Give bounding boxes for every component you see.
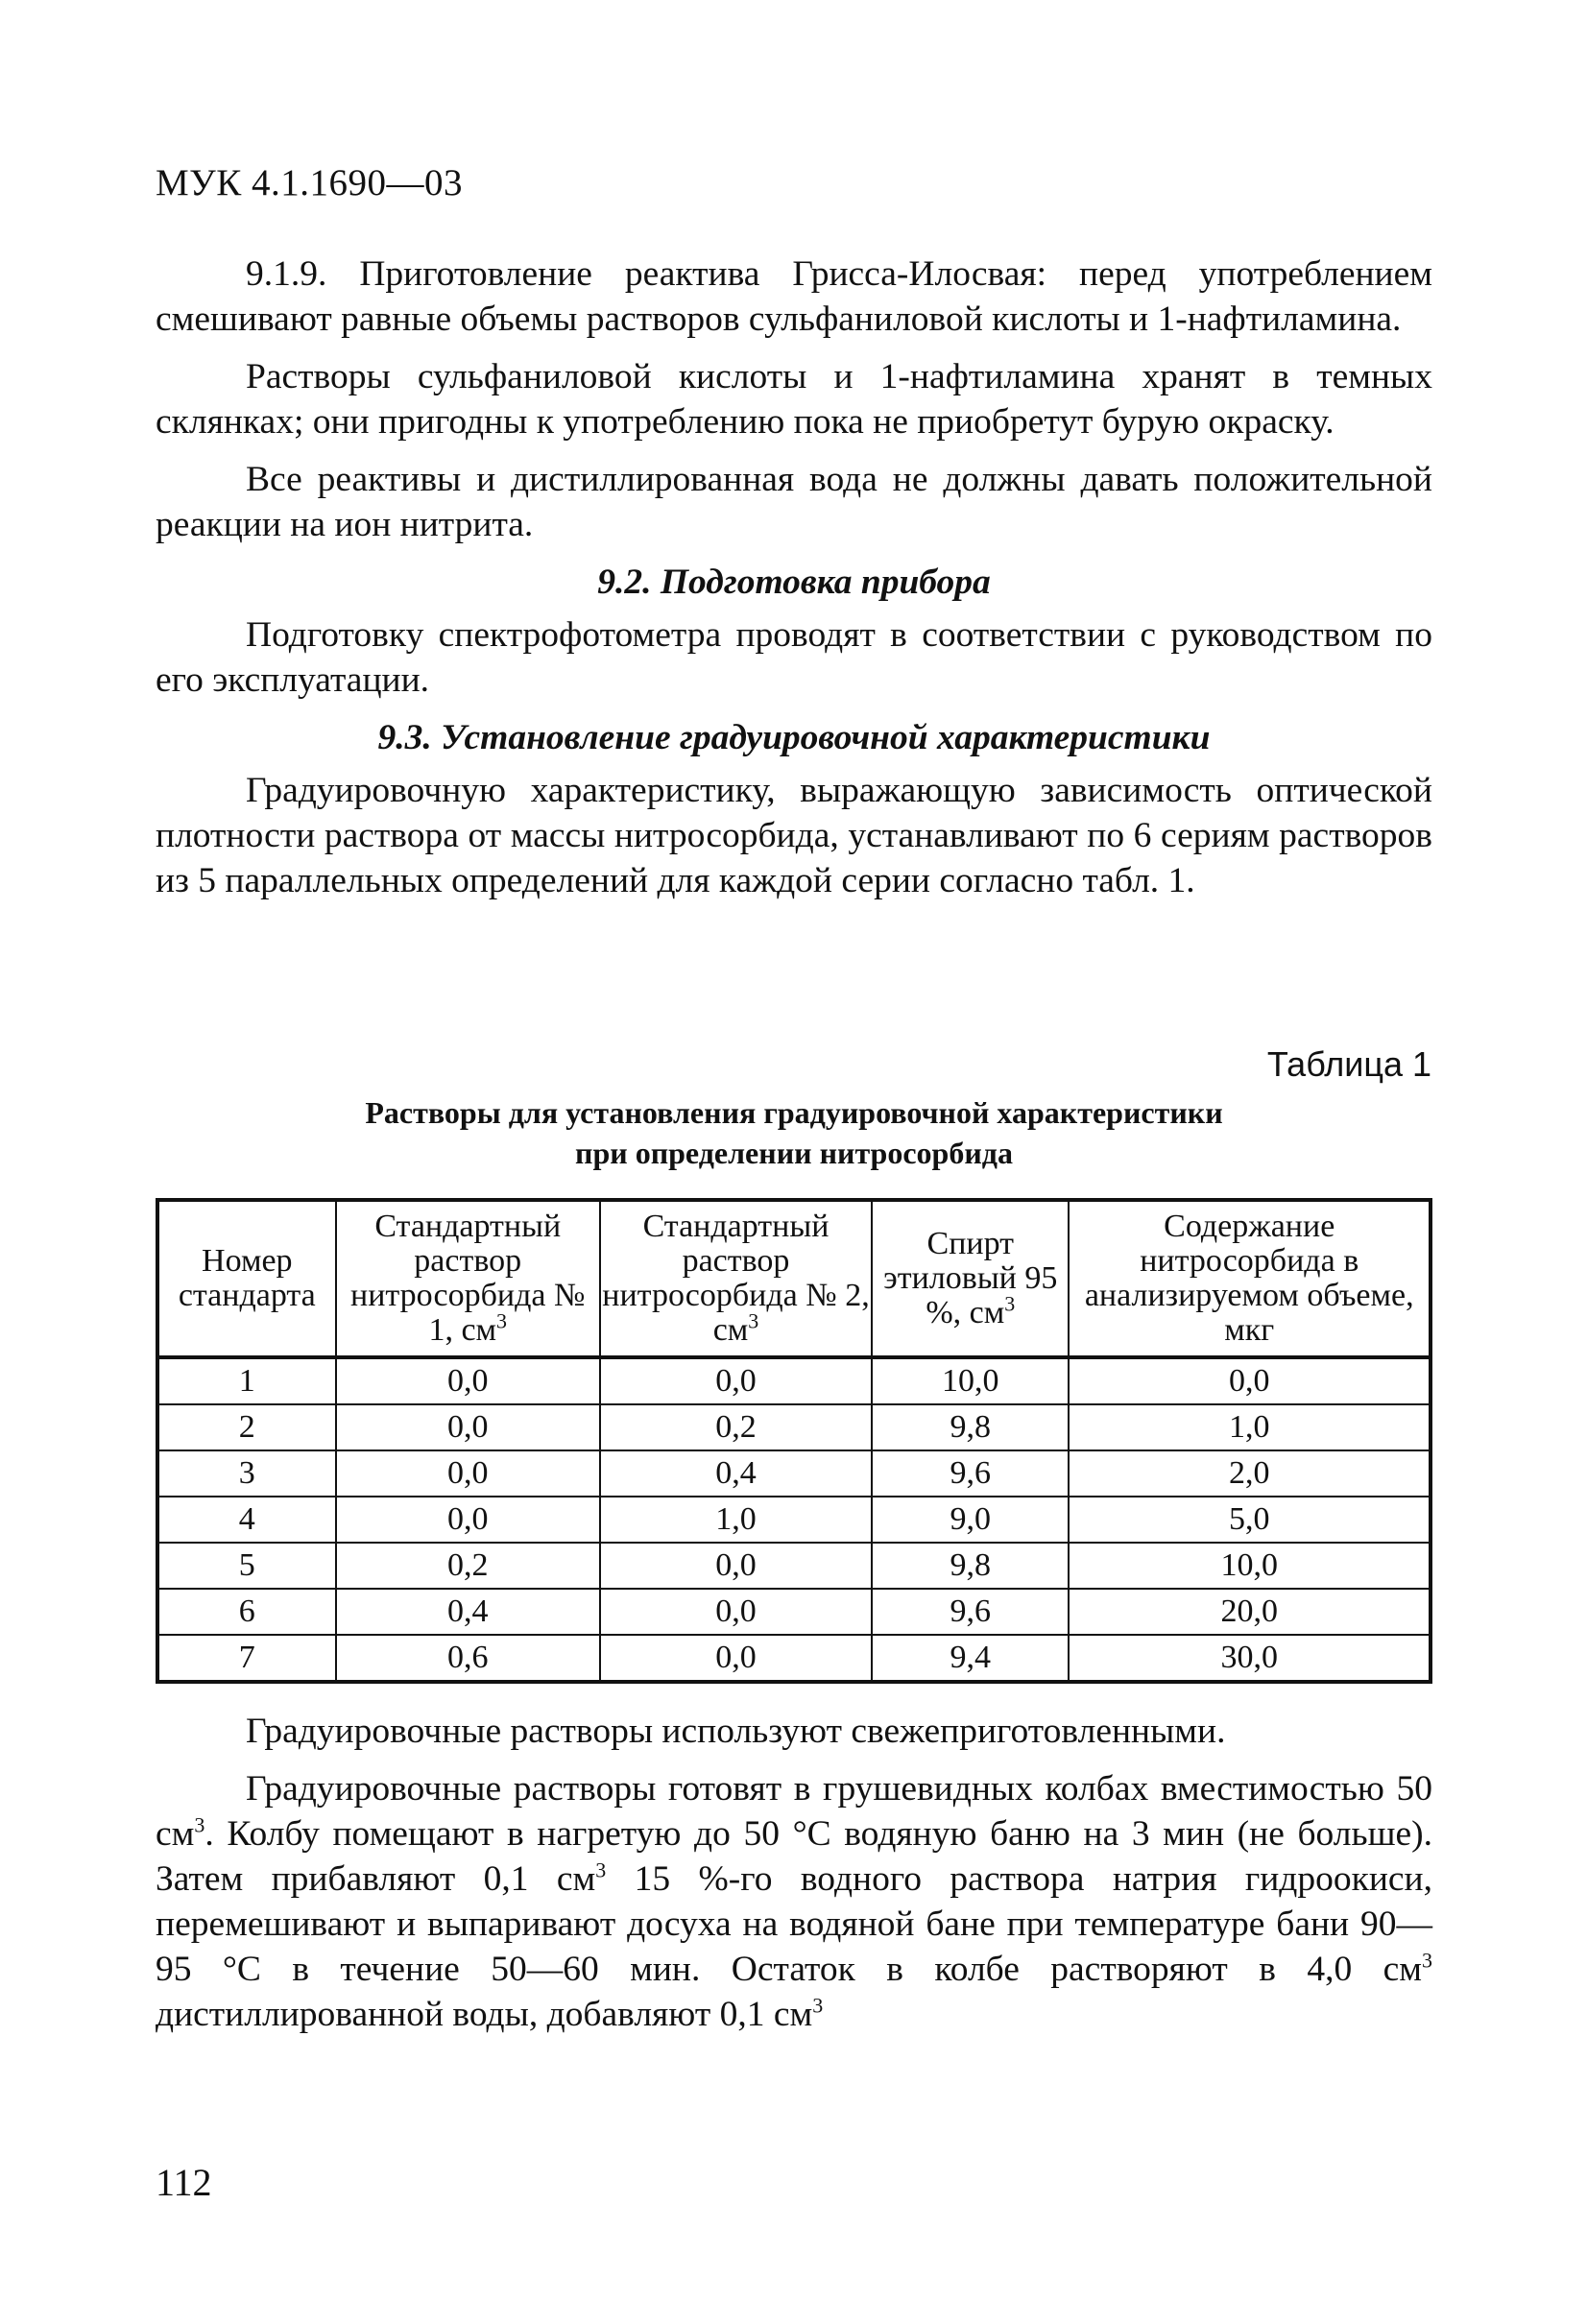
document-code-header: МУК 4.1.1690—03 (156, 162, 464, 204)
table-cell: 6 (157, 1589, 336, 1635)
table-cell: 0,0 (600, 1635, 872, 1682)
table-row (157, 1635, 1431, 1682)
section-heading-9-3: 9.3. Установление градуировочной характеристики (377, 718, 1211, 757)
table-cell: 1,0 (600, 1497, 872, 1543)
table-row (157, 1497, 1431, 1543)
table-cell: 0,0 (600, 1357, 872, 1404)
table-cell: 0,0 (336, 1357, 600, 1404)
table-cell: 0,0 (1069, 1357, 1431, 1404)
calibration-table (156, 1198, 1432, 1684)
body-text-bottom (156, 1709, 1432, 2049)
table-cell: 9,6 (872, 1589, 1069, 1635)
table-cell: 10,0 (872, 1357, 1069, 1404)
header-standard-number: Номер стандарта (157, 1200, 336, 1357)
table-cell: 0,0 (600, 1589, 872, 1635)
table-cell: 0,0 (336, 1450, 600, 1497)
table-cell: 30,0 (1069, 1635, 1431, 1682)
body-text-top (156, 252, 1432, 916)
table-cell: 9,6 (872, 1450, 1069, 1497)
paragraph-storage: Растворы сульфаниловой кислоты и 1-нафтиламина хранят в темных склянках; они пригодны к употреблению пока не приобретут бурую окраску. (156, 357, 1432, 442)
table-row (157, 1543, 1431, 1589)
table-cell: 0,0 (336, 1404, 600, 1450)
table-cell: 0,0 (600, 1543, 872, 1589)
table-cell: 10,0 (1069, 1543, 1431, 1589)
table-cell: 0,0 (336, 1497, 600, 1543)
table-cell: 1 (157, 1357, 336, 1404)
table-row (157, 1589, 1431, 1635)
table-cell: 0,4 (600, 1450, 872, 1497)
table-cell: 5 (157, 1543, 336, 1589)
table-cell: 3 (157, 1450, 336, 1497)
table-caption-line-1: Растворы для установления градуировочной характеристики (365, 1095, 1223, 1130)
paragraph-fresh-solutions: Градуировочные растворы используют свежеприготовленными. (246, 1712, 1226, 1751)
table-row (157, 1404, 1431, 1450)
table-label: Таблица 1 (1266, 1044, 1431, 1084)
table-row (157, 1450, 1431, 1497)
table-cell: 0,2 (336, 1543, 600, 1589)
table-caption (156, 1092, 1432, 1173)
table-cell: 2 (157, 1404, 336, 1450)
paragraph-9-1-9: 9.1.9. Приготовление реактива Грисса-Илосвая: перед употреблением смешивают равные объемы растворов сульфаниловой кислоты и 1-нафтиламина. (156, 254, 1432, 339)
header-content: Содержание нитросорбида в анализируемом объеме, мкг (1069, 1200, 1431, 1357)
table-cell: 2,0 (1069, 1450, 1431, 1497)
table-header-row (157, 1200, 1431, 1357)
header-ethanol: Спирт этиловый 95 %, $см^3$ (872, 1200, 1069, 1357)
page-number: 112 (156, 2161, 212, 2204)
header-solution-2: Стандартный раствор нитросорбида № 2, $см^3$ (600, 1200, 872, 1357)
paragraph-preparation: Градуировочные растворы готовят в грушевидных колбах вместимостью 50 $см^3$. Колбу помещают в нагретую до 50 °C водяную баню на 3 мин (не больше). Затем прибавляют 0,1 $см^3$ 15 %-го водного раствора натрия гидроокиси, перемешивают и выпаривают досуха на водяной бане при температуре бани 90—95 °C в течение 50—60 мин. Остаток в колбе растворяют в 4,0 $см^3$ дистиллированной воды, добавляют 0,1 $см^3$ (156, 1769, 1433, 2034)
section-heading-9-2: 9.2. Подготовка прибора (597, 563, 991, 602)
table-cell: 9,4 (872, 1635, 1069, 1682)
paragraph-9-3: Градуировочную характеристику, выражающую зависимость оптической плотности раствора от массы нитросорбида, устанавливают по 6 сериям растворов из 5 параллельных определений для каждой серии согласно табл. 1. (156, 771, 1432, 900)
table-cell: 5,0 (1069, 1497, 1431, 1543)
table-cell: 9,8 (872, 1543, 1069, 1589)
table-cell: 20,0 (1069, 1589, 1431, 1635)
paragraph-9-2: Подготовку спектрофотометра проводят в соответствии с руководством по его эксплуатации. (156, 615, 1432, 700)
paragraph-reagents: Все реактивы и дистиллированная вода не должны давать положительной реакции на ион нитрита. (156, 460, 1432, 544)
table-cell: 1,0 (1069, 1404, 1431, 1450)
table-cell: 0,4 (336, 1589, 600, 1635)
table-cell: 9,8 (872, 1404, 1069, 1450)
table-cell: 4 (157, 1497, 336, 1543)
header-solution-1: Стандартный раствор нитросорбида № 1, $см^3$ (336, 1200, 600, 1357)
table-cell: 9,0 (872, 1497, 1069, 1543)
table-cell: 0,6 (336, 1635, 600, 1682)
table-row (157, 1357, 1431, 1404)
table-cell: 7 (157, 1635, 336, 1682)
table-caption-line-2: при определении нитросорбида (575, 1136, 1013, 1170)
table-cell: 0,2 (600, 1404, 872, 1450)
